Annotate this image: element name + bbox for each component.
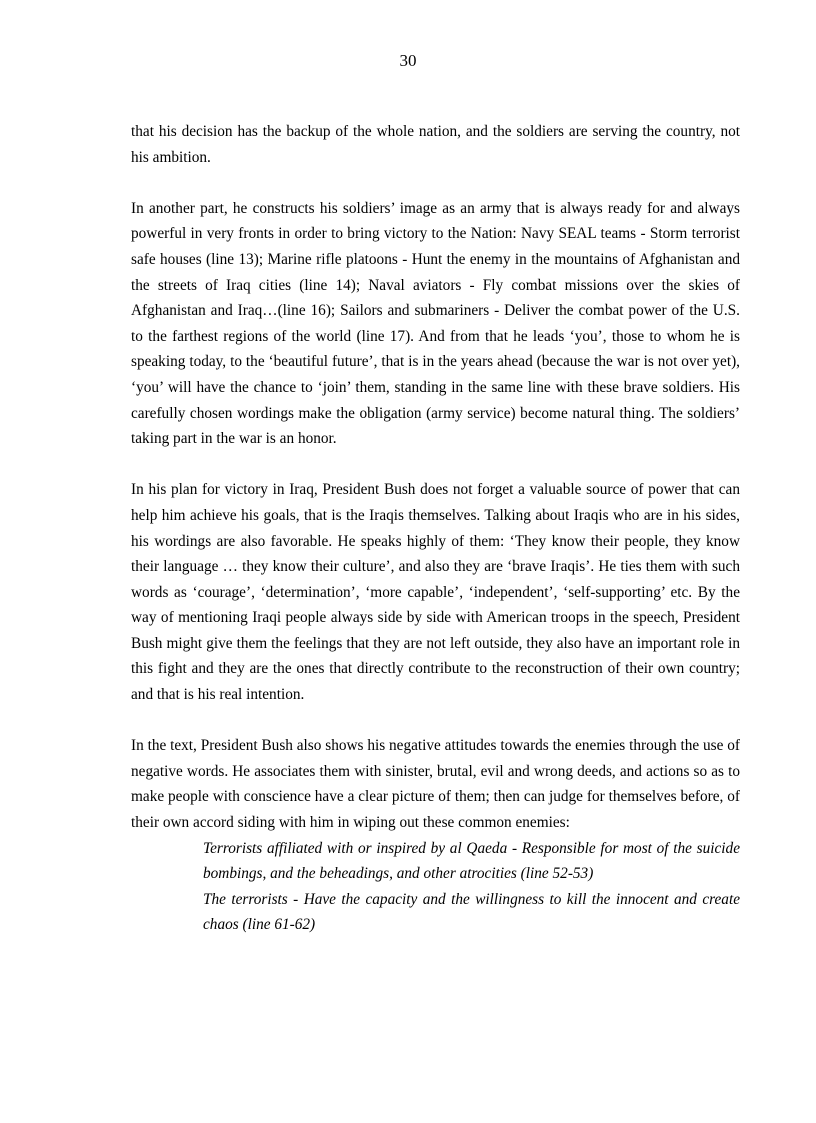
- body-text: [131, 119, 740, 938]
- paragraph-iraqis: In his plan for victory in Iraq, President Bush does not forget a valuable source of power that can help him achieve his goals, that is the Iraqis themselves. Talking about Iraqis who are in his sides, his wordings are also favorable. He speaks highly of them: ‘They know their people, they know their language … they know their culture’, and also they are ‘brave Iraqis’. He ties them with such words as ‘courage’, ‘determination’, ‘more capable’, ‘independent’, ‘self-supporting’ etc. By the way of mentioning Iraqi people always side by side with American troops in the speech, President Bush might give them the feelings that they are not left outside, they also have an important role in this fight and they are the ones that directly contribute to the reconstruction of their own country; and that is his real intention.: [131, 481, 740, 704]
- quote-block: [203, 836, 740, 938]
- paragraph-soldiers-image: In another part, he constructs his soldiers’ image as an army that is always ready for and always powerful in very fronts in order to bring victory to the Nation: Navy SEAL teams - Storm terrorist safe houses (line 13); Marine rifle platoons - Hunt the enemy in the mountains of Afghanistan and the streets of Iraq cities (line 14); Naval aviators - Fly combat missions over the skies of Afghanistan and Iraq…(line 16); Sailors and submariners - Deliver the combat power of the U.S. to the farthest regions of the world (line 17). And from that he leads ‘you’, those to whom he is speaking today, to the ‘beautiful future’, that is in the years ahead (because the war is not over yet), ‘you’ will have the chance to ‘join’ them, standing in the same line with these brave soldiers. His carefully chosen wordings make the obligation (army service) become natural thing. The soldiers’ taking part in the war is an honor.: [131, 199, 740, 448]
- paragraph-continuation: that his decision has the backup of the whole nation, and the soldiers are serving the country, not his ambition.: [131, 123, 740, 166]
- quote-al-qaeda: Terrorists affiliated with or inspired by al Qaeda - Responsible for most of the suicide bombings, and the beheadings, and other atrocities (line 52-53): [203, 839, 740, 883]
- quote-terrorists: The terrorists - Have the capacity and the willingness to kill the innocent and create chaos (line 61-62): [203, 890, 740, 934]
- paragraph-enemies: In the text, President Bush also shows his negative attitudes towards the enemies through the use of negative words. He associates them with sinister, brutal, evil and wrong deeds, and actions so as to make people with conscience have a clear picture of them; then can judge for themselves before, of their own accord siding with him in wiping out these common enemies:: [131, 737, 740, 832]
- page-number: 30: [399, 51, 417, 70]
